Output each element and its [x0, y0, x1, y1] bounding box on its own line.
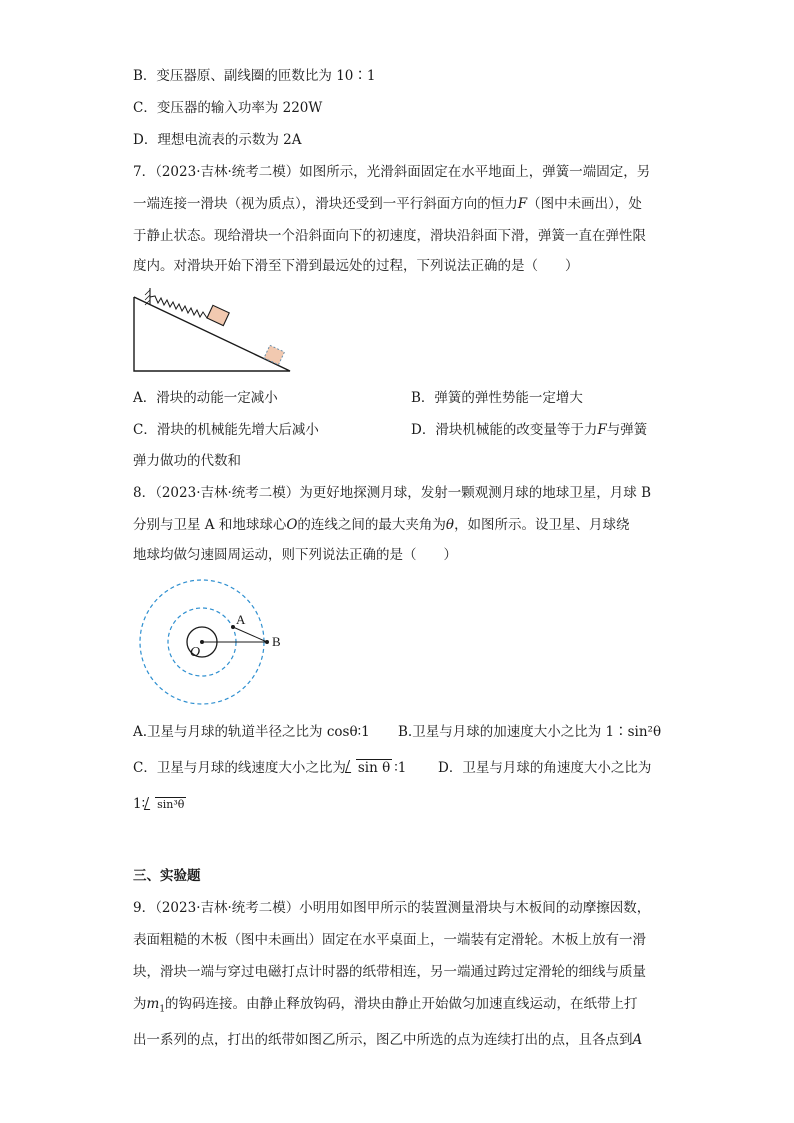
q8-option-b: B.卫星与月球的加速度大小之比为 1∶sin²θ	[398, 724, 662, 740]
q7-option-a: A．滑块的动能一定减小	[133, 390, 278, 406]
q6-option-c: C．变压器的输入功率为 220W	[133, 100, 323, 116]
q7-option-c: C．滑块的机械能先增大后减小	[133, 422, 319, 438]
q7-stem-line2: 一端连接一滑块（视为质点），滑块还受到一平行斜面方向的恒力F（图中未画出），处	[133, 196, 642, 212]
sqrt-sin-theta: sin θ	[346, 758, 392, 778]
q7-option-d: D．滑块机械能的改变量等于力F与弹簧	[411, 422, 648, 438]
q8-option-d: D．卫星与月球的角速度大小之比为	[438, 760, 652, 776]
satellite-a-dot	[231, 625, 235, 629]
q8-stem-line1: 8．（2023·吉林·统考二模）为更好地探测月球，发射一颗观测月球的地球卫星，月球 B	[133, 485, 651, 501]
q7-stem-line3: 于静止状态。现给滑块一个沿斜面向下的初速度，滑块沿斜面下滑，弹簧一直在弹性限	[133, 228, 646, 244]
q9-stem-line2: 表面粗糙的木板（图中未画出）固定在水平桌面上，一端装有定滑轮。木板上放有一滑	[133, 932, 646, 948]
moon-b-dot	[265, 640, 269, 644]
q7-stem-line4: 度内。对滑块开始下滑至下滑到最远处的过程，下列说法正确的是（ ）	[133, 258, 579, 274]
block-lower-dashed	[264, 345, 284, 364]
q7-stem-line1: 7．（2023·吉林·统考二模）如图所示，光滑斜面固定在水平地面上，弹簧一端固定，另	[133, 164, 651, 180]
q8-option-d-continued: 1∶ sin³θ	[133, 794, 188, 815]
label-a: A	[236, 612, 246, 627]
q9-stem-line5: 出一系列的点，打出的纸带如图乙所示，图乙中所选的点为连续打出的点，且各点到A	[133, 1032, 643, 1048]
q8-stem-line2: 分别与卫星 A 和地球球心O的连线之间的最大夹角为θ，如图所示。设卫星、月球绕	[133, 517, 630, 533]
q9-stem-line3: 块，滑块一端与穿过电磁打点计时器的纸带相连，另一端通过跨过定滑轮的细线与质量	[133, 964, 646, 980]
block-upper	[207, 305, 229, 325]
q7-option-b: B．弹簧的弹性势能一定增大	[411, 390, 583, 406]
sqrt-sin3-theta: sin³θ	[145, 795, 186, 815]
orbit-figure	[130, 575, 290, 710]
label-b: B	[272, 634, 281, 649]
q9-stem-line4: 为$m_1$的钩码连接。由静止释放钩码，滑块由静止开始做匀加速直线运动，在纸带上打	[133, 996, 638, 1015]
q7-option-d-continued: 弹力做功的代数和	[133, 453, 241, 469]
q8-stem-line3: 地球均做匀速圆周运动，则下列说法正确的是（ ）	[133, 547, 457, 563]
q6-option-b: B．变压器原、副线圈的匝数比为 10∶1	[133, 68, 376, 84]
section-title: 三、实验题	[133, 868, 201, 884]
spring	[150, 296, 207, 318]
label-o: O	[190, 645, 201, 660]
line-a-b	[233, 627, 267, 642]
q9-stem-line1: 9．（2023·吉林·统考二模）小明用如图甲所示的装置测量滑块与木板间的动摩擦因数，	[133, 900, 651, 916]
incline-figure	[128, 285, 298, 377]
q8-option-c: C．卫星与月球的线速度大小之比为 sin θ ∶1	[133, 760, 407, 776]
q6-option-d: D．理想电流表的示数为 2A	[133, 132, 302, 148]
q8-option-a: A.卫星与月球的轨道半径之比为 cosθ∶1	[133, 724, 370, 740]
